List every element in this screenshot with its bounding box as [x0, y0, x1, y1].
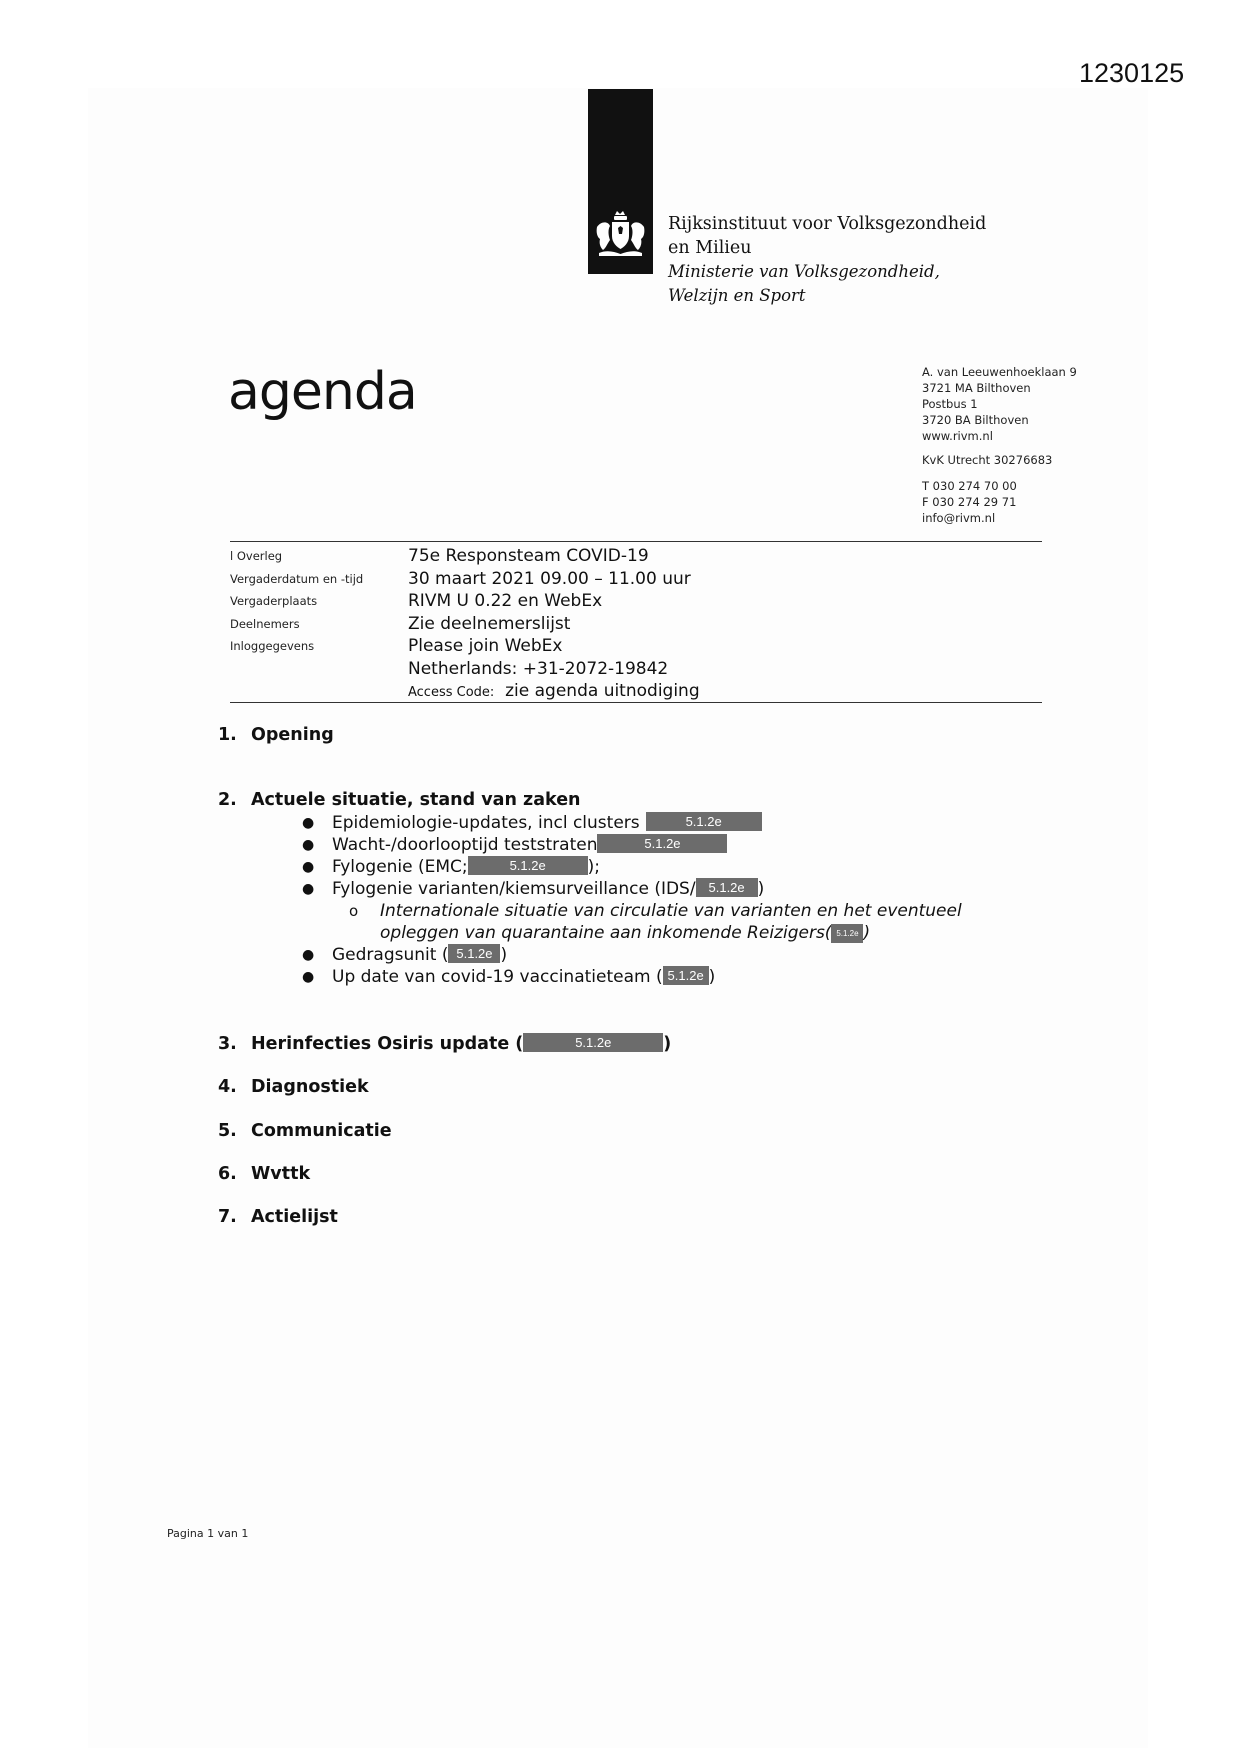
redaction-box: 5.1.2e: [831, 924, 863, 943]
page-footer: Pagina 1 van 1: [167, 1527, 249, 1540]
bottom-divider: [230, 702, 1042, 703]
meta-value: RIVM U 0.22 en WebEx: [408, 591, 603, 611]
meta-row: [230, 659, 1042, 682]
meta-value: Please join WebEx: [408, 636, 563, 656]
item-label: Actuele situatie, stand van zaken: [251, 790, 581, 810]
sub-sub-line-1: Internationale situatie van circulatie van varianten en het eventueel: [380, 901, 962, 921]
address-postbus-city: 3720 BA Bilthoven: [922, 413, 1029, 427]
organization-line-2: en Milieu: [668, 237, 752, 258]
sub-item-fylogenie-varianten: [302, 878, 764, 899]
access-code-value: zie agenda uitnodiging: [505, 681, 700, 701]
bullet-icon: ●: [302, 837, 315, 853]
item-label: Wvttk: [251, 1164, 311, 1184]
sub-item-label: Wacht-/doorlooptijd teststraten: [332, 835, 598, 855]
meta-label: Vergaderplaats: [230, 594, 318, 608]
item-label: Opening: [251, 725, 334, 745]
agenda-item-diagnostiek: [218, 1077, 369, 1097]
meta-value: [408, 681, 700, 701]
meta-label: l Overleg: [230, 549, 283, 563]
sub-item-label: Fylogenie varianten/kiemsurveillance (IDS/: [332, 879, 696, 899]
sub-item-label: Fylogenie (EMC;: [332, 857, 468, 877]
redaction-box: 5.1.2e: [696, 878, 758, 897]
redaction-box: 5.1.2e: [448, 944, 500, 963]
redaction-box: 5.1.2e: [523, 1033, 663, 1052]
sub-item-label: Epidemiologie-updates, incl clusters: [332, 813, 640, 833]
meta-label: Deelnemers: [230, 616, 300, 631]
sub-item-label: Gedragsunit (: [332, 945, 449, 965]
sub-item-end: ): [757, 879, 765, 899]
meta-row: [230, 681, 1042, 704]
item-number: 4.: [218, 1077, 237, 1097]
royal-crest-icon: [591, 207, 650, 263]
circle-bullet-icon: o: [349, 902, 359, 920]
rijksoverheid-logo: [588, 89, 653, 274]
item-label: Communicatie: [251, 1121, 392, 1141]
sub-item-vaccinatieteam: [302, 966, 715, 987]
redaction-box: 5.1.2e: [646, 812, 762, 831]
meta-value: Zie deelnemerslijst: [408, 613, 571, 634]
ministry-line-2: Welzijn en Sport: [668, 285, 806, 305]
redaction-box: 5.1.2e: [468, 856, 588, 875]
item-number: 3.: [218, 1034, 237, 1054]
item-number: 1.: [218, 725, 237, 745]
address-postcode: 3721 MA Bilthoven: [922, 381, 1031, 395]
sub-item-end: );: [587, 857, 601, 877]
address-street: A. van Leeuwenhoeklaan 9: [922, 365, 1077, 379]
sub-item-end: ): [708, 967, 716, 987]
redaction-box: 5.1.2e: [597, 834, 727, 853]
document-number: 1230125: [1079, 58, 1185, 88]
sub-sub-line-2: opleggen van quarantaine aan inkomende Reizigers(: [380, 923, 832, 943]
organization-line-1: Rijksinstituut voor Volksgezondheid: [668, 214, 987, 234]
meta-label: Inloggegevens: [230, 639, 315, 653]
sub-item-epidemiologie: [302, 812, 762, 833]
sub-item-end: ): [500, 945, 508, 965]
meta-row: [230, 614, 1042, 637]
meta-row: [230, 591, 1042, 614]
redaction-box: 5.1.2e: [663, 966, 709, 985]
meta-row: [230, 569, 1042, 592]
address-website: www.rivm.nl: [922, 429, 993, 443]
sub-sub-end: ): [863, 923, 871, 943]
address-fax: F 030 274 29 71: [922, 495, 1017, 509]
meta-row: [230, 636, 1042, 659]
agenda-item-actuele-situatie: [218, 790, 581, 810]
sub-item-wachttijd: [302, 834, 727, 855]
sub-item-gedragsunit: [302, 944, 507, 965]
meta-value: Netherlands: +31-2072-19842: [408, 658, 669, 679]
document-title: agenda: [228, 362, 417, 422]
organization-name: [668, 213, 986, 307]
sub-item-fylogenie-emc: [302, 856, 600, 877]
meta-value: 30 maart 2021 09.00 – 11.00 uur: [408, 568, 691, 589]
item-end: ): [663, 1034, 672, 1054]
sub-sub-item-internationale-situatie: [349, 900, 1080, 944]
item-number: 6.: [218, 1164, 237, 1184]
agenda-item-communicatie: [218, 1121, 392, 1141]
item-number: 5.: [218, 1121, 237, 1141]
meta-row: [230, 546, 1042, 569]
agenda-item-opening: [218, 725, 334, 745]
item-number: 7.: [218, 1207, 237, 1227]
meeting-details: [230, 546, 1042, 704]
item-label: Actielijst: [251, 1207, 338, 1227]
agenda-item-wvttk: [218, 1164, 310, 1184]
sub-item-label: Up date van covid-19 vaccinatieteam (: [332, 967, 663, 987]
address-email: info@rivm.nl: [922, 511, 996, 525]
bullet-icon: ●: [302, 969, 315, 985]
address-phone: T 030 274 70 00: [922, 479, 1017, 493]
item-label: Herinfecties Osiris update (: [251, 1034, 524, 1054]
bullet-icon: ●: [302, 815, 315, 831]
agenda-item-actielijst: [218, 1207, 338, 1227]
item-number: 2.: [218, 790, 237, 810]
item-label: Diagnostiek: [251, 1077, 369, 1097]
address-block: [922, 364, 1077, 526]
top-divider: [230, 541, 1042, 542]
access-code-label: Access Code: [408, 685, 490, 700]
ministry-line-1: Ministerie van Volksgezondheid,: [668, 262, 940, 281]
meta-label: Vergaderdatum en -tijd: [230, 571, 364, 586]
meta-value: 75e Responsteam COVID-19: [408, 546, 649, 566]
bullet-icon: ●: [302, 947, 315, 963]
colon: :: [489, 685, 495, 700]
bullet-icon: ●: [302, 881, 315, 897]
address-postbus: Postbus 1: [922, 397, 978, 411]
address-kvk: KvK Utrecht 30276683: [922, 453, 1053, 467]
bullet-icon: ●: [302, 859, 315, 875]
agenda-item-herinfecties: [218, 1033, 671, 1054]
